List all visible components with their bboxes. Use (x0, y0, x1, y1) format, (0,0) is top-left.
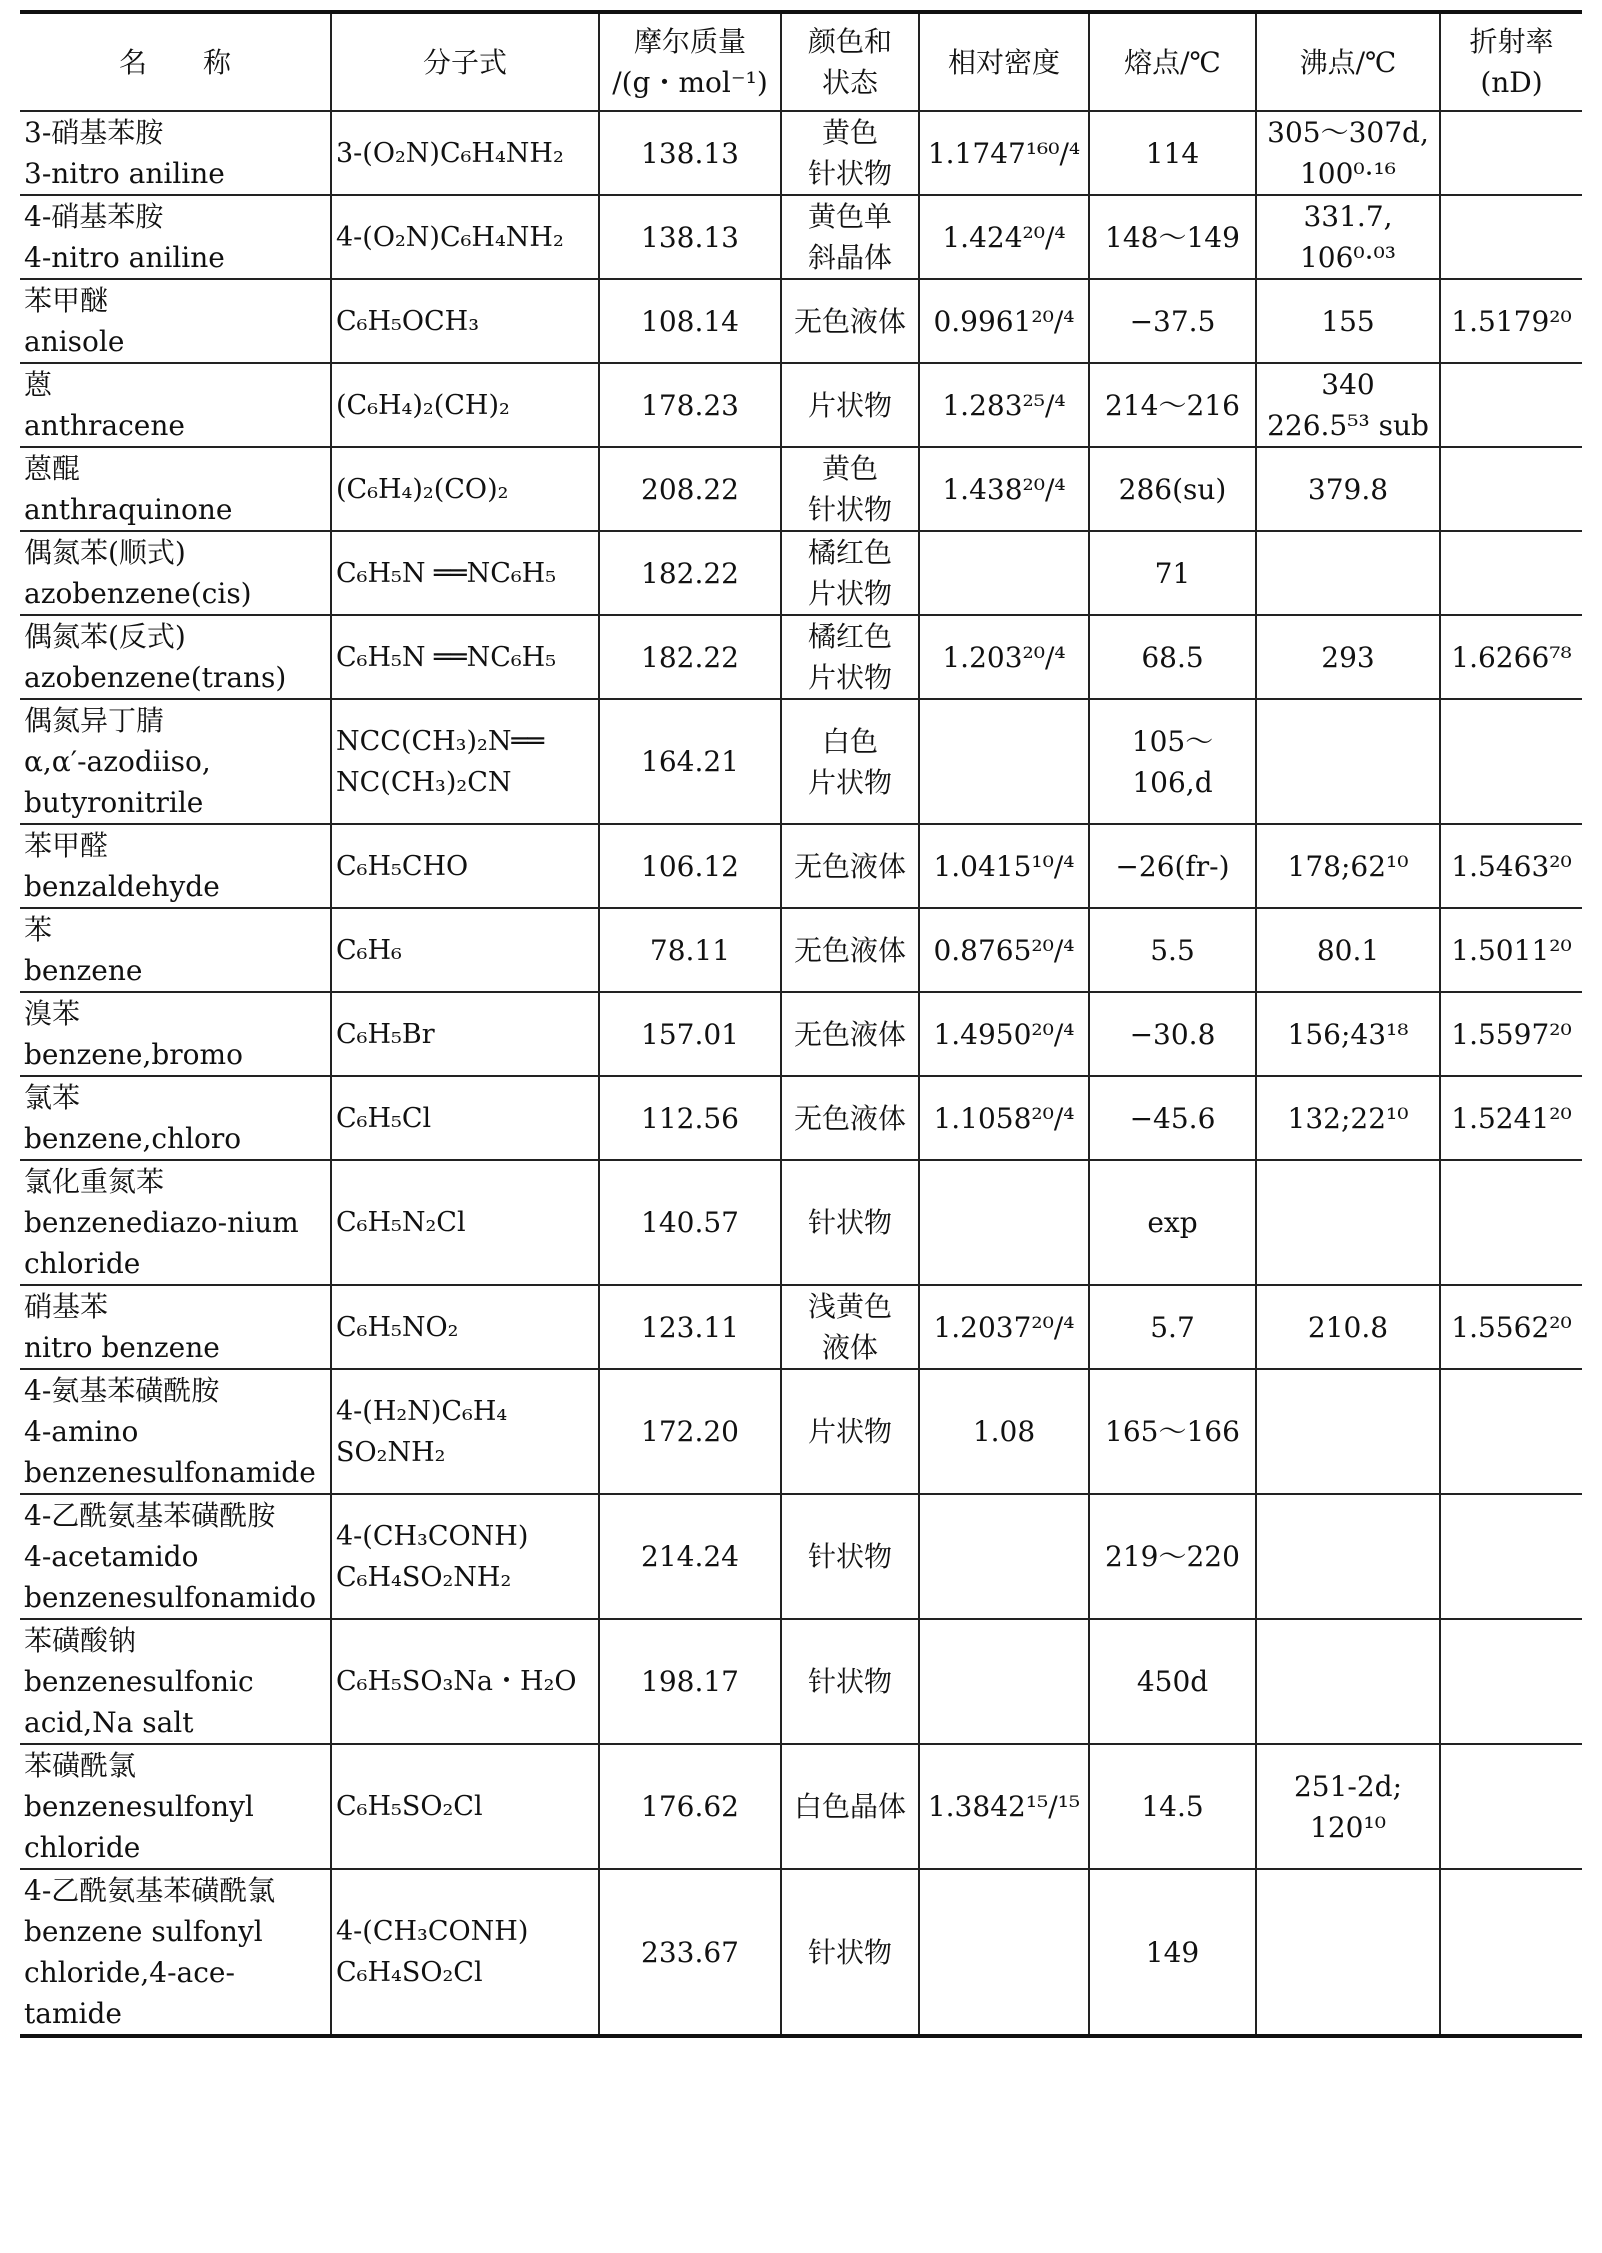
color-state: 无色液体 (781, 1076, 919, 1160)
compound-name: 4-乙酰氨基苯磺酰胺 4-acetamido benzenesulfonamido (20, 1494, 331, 1619)
relative-density: 0.9961²⁰/⁴ (919, 279, 1089, 363)
melting-point: 286(su) (1089, 447, 1256, 531)
boiling-point (1256, 1869, 1440, 2036)
compound-name: 蒽 anthracene (20, 363, 331, 447)
molecular-formula: C₆H₆ (331, 908, 599, 992)
boiling-point (1256, 531, 1440, 615)
compound-name: 4-氨基苯磺酰胺 4-amino benzenesulfonamide (20, 1369, 331, 1494)
color-state: 片状物 (781, 1369, 919, 1494)
relative-density: 1.1747¹⁶⁰/⁴ (919, 111, 1089, 195)
refractive-index: 1.5179²⁰ (1440, 279, 1582, 363)
compound-name: 偶氮苯(顺式) azobenzene(cis) (20, 531, 331, 615)
compound-name: 氯苯 benzene,chloro (20, 1076, 331, 1160)
molecular-formula: C₆H₅OCH₃ (331, 279, 599, 363)
color-state: 无色液体 (781, 824, 919, 908)
melting-point: 71 (1089, 531, 1256, 615)
boiling-point: 331.7, 106⁰·⁰³ (1256, 195, 1440, 279)
melting-point: 5.7 (1089, 1285, 1256, 1369)
molar-mass: 182.22 (599, 615, 781, 699)
molecular-formula: 3-(O₂N)C₆H₄NH₂ (331, 111, 599, 195)
relative-density (919, 1494, 1089, 1619)
relative-density: 1.283²⁵/⁴ (919, 363, 1089, 447)
table-row (20, 1285, 1582, 1369)
compound-name: 偶氮苯(反式) azobenzene(trans) (20, 615, 331, 699)
molar-mass: 176.62 (599, 1744, 781, 1869)
relative-density (919, 1160, 1089, 1285)
molar-mass: 138.13 (599, 111, 781, 195)
header-color-state: 颜色和 状态 (781, 12, 919, 111)
header-boiling-point: 沸点/℃ (1256, 12, 1440, 111)
compound-name: 苯 benzene (20, 908, 331, 992)
color-state: 白色晶体 (781, 1744, 919, 1869)
boiling-point: 251-2d; 120¹⁰ (1256, 1744, 1440, 1869)
relative-density: 1.08 (919, 1369, 1089, 1494)
melting-point: −26(fr-) (1089, 824, 1256, 908)
color-state: 针状物 (781, 1869, 919, 2036)
boiling-point: 132;22¹⁰ (1256, 1076, 1440, 1160)
molar-mass: 164.21 (599, 699, 781, 824)
molecular-formula: NCC(CH₃)₂N══ NC(CH₃)₂CN (331, 699, 599, 824)
refractive-index: 1.6266⁷⁸ (1440, 615, 1582, 699)
molar-mass: 108.14 (599, 279, 781, 363)
color-state: 黄色 针状物 (781, 447, 919, 531)
color-state: 片状物 (781, 363, 919, 447)
melting-point: exp (1089, 1160, 1256, 1285)
refractive-index (1440, 1160, 1582, 1285)
molecular-formula: 4-(O₂N)C₆H₄NH₂ (331, 195, 599, 279)
table-row (20, 1369, 1582, 1494)
relative-density: 1.2037²⁰/⁴ (919, 1285, 1089, 1369)
molecular-formula: (C₆H₄)₂(CO)₂ (331, 447, 599, 531)
molar-mass: 78.11 (599, 908, 781, 992)
table-row (20, 1494, 1582, 1619)
table-row (20, 908, 1582, 992)
molecular-formula: C₆H₅SO₃Na・H₂O (331, 1619, 599, 1744)
boiling-point (1256, 1619, 1440, 1744)
relative-density: 1.1058²⁰/⁴ (919, 1076, 1089, 1160)
molar-mass: 138.13 (599, 195, 781, 279)
molar-mass: 157.01 (599, 992, 781, 1076)
color-state: 黄色单 斜晶体 (781, 195, 919, 279)
compound-name: 4-乙酰氨基苯磺酰氯 benzene sulfonyl chloride,4-ace-tamide (20, 1869, 331, 2036)
melting-point: 68.5 (1089, 615, 1256, 699)
relative-density (919, 531, 1089, 615)
relative-density (919, 1869, 1089, 2036)
color-state: 白色 片状物 (781, 699, 919, 824)
molecular-formula: C₆H₅NO₂ (331, 1285, 599, 1369)
refractive-index: 1.5562²⁰ (1440, 1285, 1582, 1369)
molecular-formula: C₆H₅CHO (331, 824, 599, 908)
color-state: 针状物 (781, 1494, 919, 1619)
table-row (20, 699, 1582, 824)
boiling-point: 340 226.5⁵³ sub (1256, 363, 1440, 447)
relative-density: 1.438²⁰/⁴ (919, 447, 1089, 531)
table-row (20, 195, 1582, 279)
molar-mass: 106.12 (599, 824, 781, 908)
refractive-index (1440, 699, 1582, 824)
boiling-point: 178;62¹⁰ (1256, 824, 1440, 908)
relative-density: 1.4950²⁰/⁴ (919, 992, 1089, 1076)
molar-mass: 208.22 (599, 447, 781, 531)
melting-point: −37.5 (1089, 279, 1256, 363)
molar-mass: 112.56 (599, 1076, 781, 1160)
compound-name: 3-硝基苯胺 3-nitro aniline (20, 111, 331, 195)
boiling-point: 80.1 (1256, 908, 1440, 992)
melting-point: 148～149 (1089, 195, 1256, 279)
table-row (20, 531, 1582, 615)
header-molar-mass: 摩尔质量 /(g・mol⁻¹) (599, 12, 781, 111)
color-state: 黄色 针状物 (781, 111, 919, 195)
relative-density: 1.424²⁰/⁴ (919, 195, 1089, 279)
table-body (20, 111, 1582, 2036)
melting-point: 165～166 (1089, 1369, 1256, 1494)
compound-name: 偶氮异丁腈 α,α′-azodiiso, butyronitrile (20, 699, 331, 824)
refractive-index (1440, 363, 1582, 447)
table-row (20, 1076, 1582, 1160)
melting-point: 450d (1089, 1619, 1256, 1744)
color-state: 无色液体 (781, 992, 919, 1076)
relative-density (919, 699, 1089, 824)
melting-point: 219～220 (1089, 1494, 1256, 1619)
table-row (20, 1160, 1582, 1285)
molar-mass: 178.23 (599, 363, 781, 447)
header-name: 名 称 (20, 12, 331, 111)
molar-mass: 198.17 (599, 1619, 781, 1744)
boiling-point (1256, 1494, 1440, 1619)
boiling-point: 379.8 (1256, 447, 1440, 531)
color-state: 橘红色 片状物 (781, 531, 919, 615)
refractive-index (1440, 1494, 1582, 1619)
refractive-index (1440, 1744, 1582, 1869)
header-refractive-index: 折射率 (nD) (1440, 12, 1582, 111)
color-state: 橘红色 片状物 (781, 615, 919, 699)
melting-point: 105～106,d (1089, 699, 1256, 824)
molecular-formula: C₆H₅N₂Cl (331, 1160, 599, 1285)
relative-density: 1.0415¹⁰/⁴ (919, 824, 1089, 908)
table-row (20, 992, 1582, 1076)
boiling-point: 155 (1256, 279, 1440, 363)
refractive-index: 1.5597²⁰ (1440, 992, 1582, 1076)
molecular-formula: 4-(CH₃CONH) C₆H₄SO₂Cl (331, 1869, 599, 2036)
molecular-formula: 4-(CH₃CONH) C₆H₄SO₂NH₂ (331, 1494, 599, 1619)
molecular-formula: (C₆H₄)₂(CH)₂ (331, 363, 599, 447)
header-melting-point: 熔点/℃ (1089, 12, 1256, 111)
compound-name: 氯化重氮苯 benzenediazo-nium chloride (20, 1160, 331, 1285)
molar-mass: 182.22 (599, 531, 781, 615)
refractive-index (1440, 531, 1582, 615)
refractive-index (1440, 195, 1582, 279)
melting-point: 214～216 (1089, 363, 1256, 447)
compound-name: 苯磺酰氯 benzenesulfonyl chloride (20, 1744, 331, 1869)
melting-point: −30.8 (1089, 992, 1256, 1076)
molar-mass: 123.11 (599, 1285, 781, 1369)
melting-point: 114 (1089, 111, 1256, 195)
boiling-point (1256, 1160, 1440, 1285)
molar-mass: 172.20 (599, 1369, 781, 1494)
relative-density: 1.203²⁰/⁴ (919, 615, 1089, 699)
boiling-point (1256, 1369, 1440, 1494)
molar-mass: 214.24 (599, 1494, 781, 1619)
color-state: 无色液体 (781, 908, 919, 992)
boiling-point (1256, 699, 1440, 824)
color-state: 针状物 (781, 1160, 919, 1285)
melting-point: 149 (1089, 1869, 1256, 2036)
table-row (20, 615, 1582, 699)
boiling-point: 293 (1256, 615, 1440, 699)
compound-name: 硝基苯 nitro benzene (20, 1285, 331, 1369)
molar-mass: 233.67 (599, 1869, 781, 2036)
molar-mass: 140.57 (599, 1160, 781, 1285)
table-header-row (20, 12, 1582, 111)
molecular-formula: C₆H₅N ══NC₆H₅ (331, 615, 599, 699)
color-state: 针状物 (781, 1619, 919, 1744)
compound-name: 苯磺酸钠 benzenesulfonic acid,Na salt (20, 1619, 331, 1744)
header-density: 相对密度 (919, 12, 1089, 111)
boiling-point: 210.8 (1256, 1285, 1440, 1369)
relative-density (919, 1619, 1089, 1744)
compound-name: 苯甲醚 anisole (20, 279, 331, 363)
refractive-index (1440, 1869, 1582, 2036)
boiling-point: 305～307d, 100⁰·¹⁶ (1256, 111, 1440, 195)
refractive-index (1440, 447, 1582, 531)
refractive-index: 1.5463²⁰ (1440, 824, 1582, 908)
melting-point: −45.6 (1089, 1076, 1256, 1160)
table-row (20, 363, 1582, 447)
melting-point: 14.5 (1089, 1744, 1256, 1869)
table-row (20, 1744, 1582, 1869)
compound-properties-table (20, 10, 1582, 2038)
boiling-point: 156;43¹⁸ (1256, 992, 1440, 1076)
compound-name: 溴苯 benzene,bromo (20, 992, 331, 1076)
melting-point: 5.5 (1089, 908, 1256, 992)
molecular-formula: C₆H₅N ══NC₆H₅ (331, 531, 599, 615)
table-row (20, 824, 1582, 908)
table-row (20, 447, 1582, 531)
molecular-formula: C₆H₅SO₂Cl (331, 1744, 599, 1869)
color-state: 浅黄色 液体 (781, 1285, 919, 1369)
header-formula: 分子式 (331, 12, 599, 111)
compound-name: 4-硝基苯胺 4-nitro aniline (20, 195, 331, 279)
refractive-index (1440, 1369, 1582, 1494)
refractive-index: 1.5011²⁰ (1440, 908, 1582, 992)
relative-density: 1.3842¹⁵/¹⁵ (919, 1744, 1089, 1869)
table-row (20, 1619, 1582, 1744)
compound-name: 蒽醌 anthraquinone (20, 447, 331, 531)
molecular-formula: C₆H₅Br (331, 992, 599, 1076)
color-state: 无色液体 (781, 279, 919, 363)
relative-density: 0.8765²⁰/⁴ (919, 908, 1089, 992)
molecular-formula: C₆H₅Cl (331, 1076, 599, 1160)
molecular-formula: 4-(H₂N)C₆H₄ SO₂NH₂ (331, 1369, 599, 1494)
refractive-index: 1.5241²⁰ (1440, 1076, 1582, 1160)
refractive-index (1440, 111, 1582, 195)
table-row (20, 279, 1582, 363)
compound-name: 苯甲醛 benzaldehyde (20, 824, 331, 908)
refractive-index (1440, 1619, 1582, 1744)
table-row (20, 1869, 1582, 2036)
table-row (20, 111, 1582, 195)
